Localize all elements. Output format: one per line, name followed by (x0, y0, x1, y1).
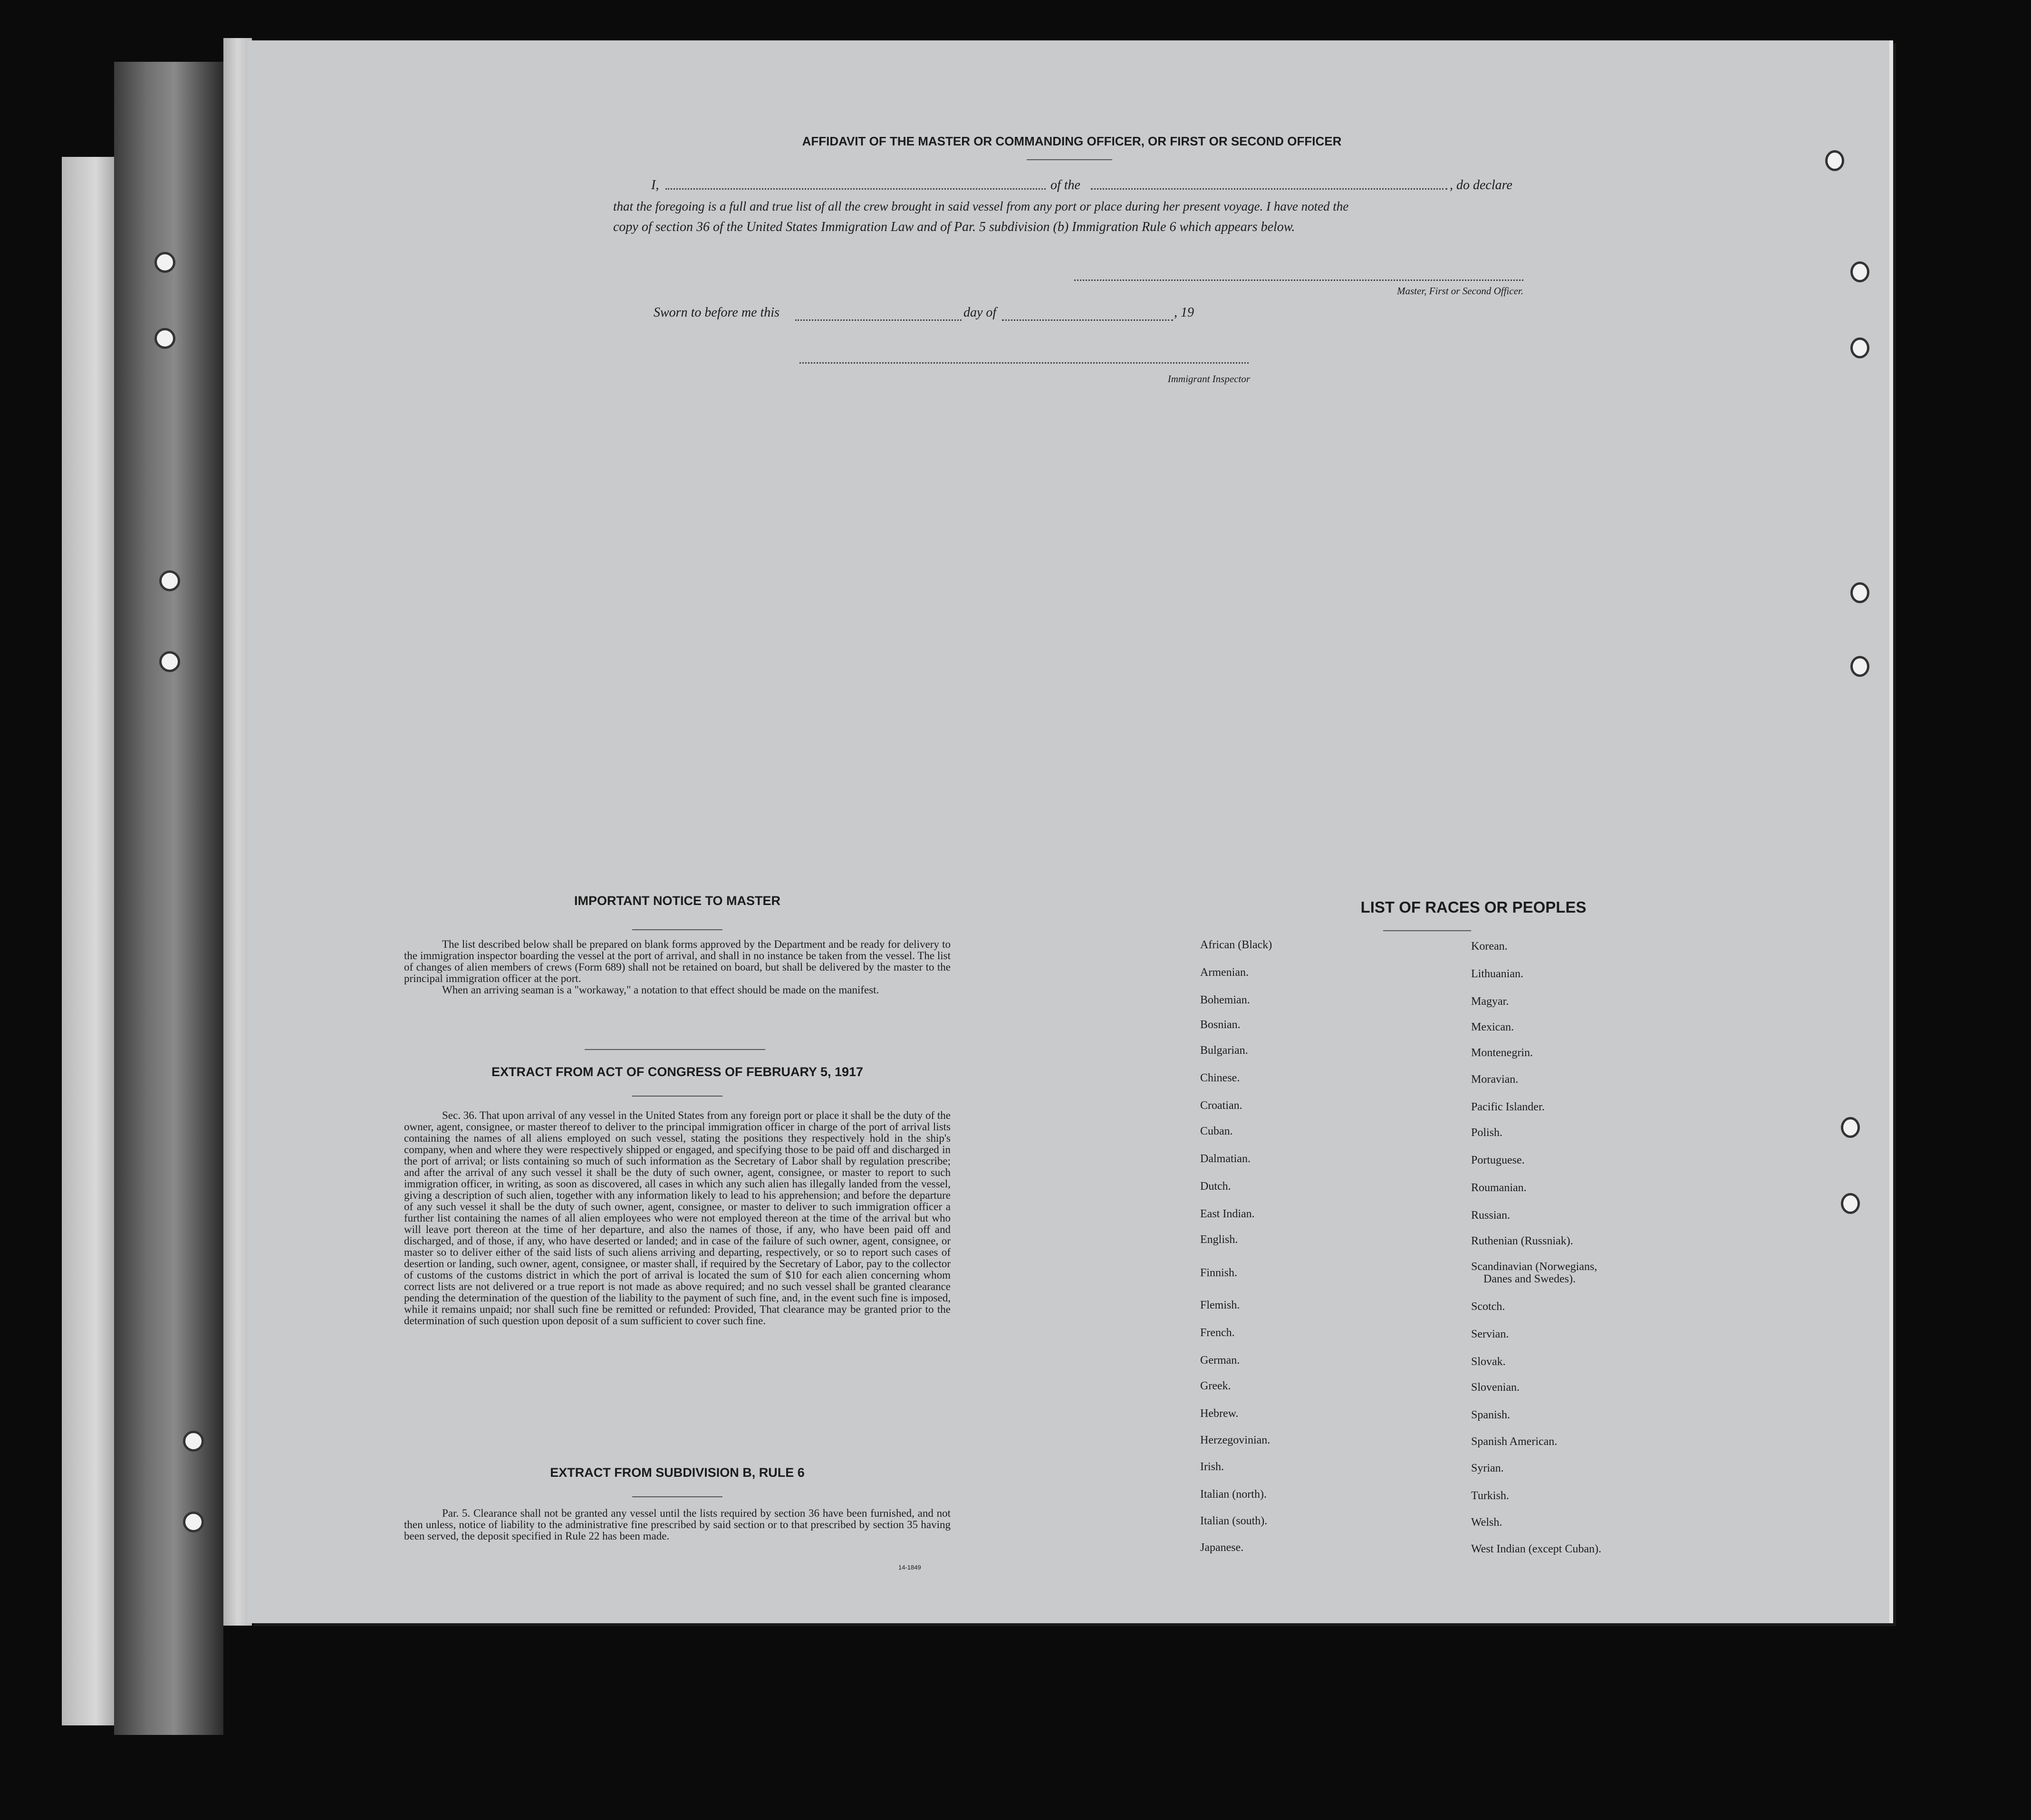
notice-title: IMPORTANT NOTICE TO MASTER (574, 894, 780, 908)
race-item: Magyar. (1471, 995, 1509, 1008)
race-item: Turkish. (1471, 1490, 1509, 1502)
races-divider (1383, 930, 1471, 931)
name-blank[interactable] (665, 188, 1046, 190)
inspector-signature-line[interactable] (799, 362, 1249, 364)
race-item: Herzegovinian. (1200, 1434, 1271, 1446)
race-item: Flemish. (1200, 1299, 1240, 1311)
act-extract-text: Sec. 36. That upon arrival of any vessel in the United States from any foreign port or place it shall be the duty of the owner, agent, consignee, or master thereof to deliver to the principal immigration officer in charge of the port of arrival lists containing the names of all aliens employed on such vessel, stating the positions they respectively hold in the ship's company, when and where they were respectively shipped or engaged, and specifying those to be paid off and discharged in the port of arrival; or lists containing so much of such information as the Secretary of Labor shall by regulation prescribe; and after the arrival of any such vessel it shall be the duty of such owner, agent, consignee, or master to report to such immigration officer, in writing, as soon as discovered, all cases in which any such alien has illegally landed from the vessel, giving a description of such alien, together with any information likely to lead to his apprehension; and before the departure of any such vessel it shall be the duty of such owner, agent, consignee, or master to deliver to such immigration officer a further list containing the names of all alien employees who were not employed thereon at the time of the arrival but who will leave port thereon at the time of her departure, and also the names of those, if any, who have been paid off and discharged, and of those, if any, who have deserted or landed; and in case of the failure of such owner, agent, consignee, or master so to deliver either of the said lists of such aliens arriving and departing, respectively, or so to report such cases of desertion or landing, such owner, agent, consignee, or master shall, if required by the Secretary of Labor, pay to the collector of customs of the customs district in which the port of arrival is located the sum of $10 for each alien concerning whom correct lists are not delivered or a true report is not made as above required; and no such vessel shall be granted clearance pending the determination of the question of the liability to the payment of such fine, and, in the event such fine is imposed, while it remains unpaid; nor shall such fine be remitted or refunded: Provided, That clearance may be granted prior to the determination of such question upon deposit of a sum sufficient to cover such fine. (404, 1109, 951, 1327)
margin-hole (1841, 1193, 1860, 1214)
affidavit-body (613, 175, 1530, 238)
book-binding (114, 62, 223, 1735)
race-item: Mexican. (1471, 1021, 1514, 1033)
affidavit-line-1 (613, 175, 1530, 196)
inspector-caption: Immigrant Inspector (1167, 373, 1250, 385)
act-extract-body (404, 1110, 951, 1327)
race-item: Italian (south). (1200, 1515, 1268, 1527)
rule-extract-title: EXTRACT FROM SUBDIVISION B, RULE 6 (550, 1465, 805, 1480)
race-item: French. (1200, 1327, 1235, 1339)
binding-hole (159, 651, 180, 672)
race-item: Slovak. (1471, 1356, 1506, 1368)
races-title: LIST OF RACES OR PEOPLES (1360, 898, 1587, 916)
notice-body (404, 939, 951, 996)
margin-hole (1825, 150, 1844, 171)
race-item: English. (1200, 1233, 1238, 1246)
race-item: Hebrew. (1200, 1407, 1239, 1420)
rule-divider (632, 1496, 722, 1497)
affidavit-line-3: copy of section 36 of the United States Immigration Law and of Par. 5 subdivision (b) Immigration Rule 6 which appears below. (613, 220, 1295, 234)
sworn-year-label: , 19 (1174, 305, 1194, 320)
margin-hole (1850, 656, 1869, 677)
margin-hole (1850, 337, 1869, 358)
race-item: Pacific Islander. (1471, 1101, 1545, 1113)
race-item: Danes and Swedes). (1483, 1273, 1576, 1285)
binding-hole (183, 1512, 204, 1532)
notice-paragraph-2: When an arriving seaman is a "workaway," a notation to that effect should be made on the manifest. (442, 984, 879, 996)
rule-extract-text: Par. 5. Clearance shall not be granted any vessel until the lists required by section 36 have been furnished, and not then unless, notice of liability to the administrative fine prescribed by said section or to that prescribed by section 35 having been served, the deposit specified in Rule 22 has been made. (404, 1507, 951, 1542)
race-item: Croatian. (1200, 1099, 1242, 1112)
act-extract-title: EXTRACT FROM ACT OF CONGRESS OF FEBRUARY 5, 1917 (491, 1065, 864, 1079)
vessel-name-blank[interactable] (1091, 188, 1447, 190)
binding-hole (183, 1431, 204, 1452)
race-item: Cuban. (1200, 1125, 1233, 1137)
race-item: Syrian. (1471, 1462, 1504, 1474)
race-item: Greek. (1200, 1380, 1231, 1392)
binding-hole (159, 570, 180, 591)
race-item: Bosnian. (1200, 1019, 1241, 1031)
race-item: Slovenian. (1471, 1381, 1520, 1394)
race-item: Irish. (1200, 1461, 1224, 1473)
race-item: Moravian. (1471, 1073, 1519, 1086)
margin-hole (1841, 1117, 1860, 1138)
race-item: Portuguese. (1471, 1154, 1525, 1166)
race-item: Roumanian. (1471, 1182, 1527, 1194)
affidavit-line-2: that the foregoing is a full and true list of all the crew brought in said vessel from any port or place during her present voyage. I have noted the (613, 199, 1349, 213)
margin-hole (1850, 261, 1869, 282)
title-divider (1027, 159, 1112, 160)
race-item: Servian. (1471, 1328, 1509, 1340)
affidavit-of-the-label: of the (1050, 178, 1080, 193)
sworn-prefix: Sworn to before me this (654, 305, 780, 320)
officer-signature-caption: Master, First or Second Officer. (1397, 285, 1523, 297)
race-item: German. (1200, 1354, 1240, 1367)
act-divider (632, 1096, 722, 1097)
race-item: Dalmatian. (1200, 1153, 1251, 1165)
race-item: Ruthenian (Russniak). (1471, 1235, 1573, 1247)
binding-hole (154, 328, 175, 349)
race-item: Japanese. (1200, 1541, 1244, 1554)
race-item: Spanish American. (1471, 1435, 1558, 1448)
section-divider (585, 1049, 765, 1050)
race-item: Bulgarian. (1200, 1044, 1248, 1057)
race-item: Armenian. (1200, 966, 1249, 979)
race-item: West Indian (except Cuban). (1471, 1543, 1601, 1555)
race-item: Russian. (1471, 1209, 1511, 1222)
ledger-stub-pages (62, 157, 119, 1725)
race-item: Polish. (1471, 1127, 1503, 1139)
race-item: Italian (north). (1200, 1488, 1267, 1501)
race-item: Scandinavian (Norwegians, (1471, 1261, 1598, 1273)
race-item: Montenegrin. (1471, 1047, 1533, 1059)
race-item: African (Black) (1200, 939, 1272, 951)
race-item: Chinese. (1200, 1072, 1240, 1084)
notice-paragraph-1: The list described below shall be prepared on blank forms approved by the Department and be ready for delivery to the immigration inspector boarding the vessel at the port of arrival, and shall in no instance be taken from the vessel. The list of changes of alien members of crews (Form 689) shall not be retained on board, but shall be delivered by the master to the principal immigration officer at the port. (404, 938, 951, 984)
affidavit-i-label: I, (651, 178, 659, 193)
race-item: Korean. (1471, 940, 1508, 953)
notice-divider (632, 929, 722, 930)
binding-hole (154, 252, 175, 273)
rule-extract-body (404, 1508, 951, 1542)
sworn-day-blank[interactable] (795, 319, 962, 321)
race-item: Scotch. (1471, 1300, 1505, 1313)
race-item: Finnish. (1200, 1267, 1238, 1279)
race-item: East Indian. (1200, 1208, 1255, 1220)
margin-hole (1850, 582, 1869, 603)
sworn-day-of-label: day of (963, 305, 997, 320)
race-item: Dutch. (1200, 1180, 1231, 1193)
affidavit-declare-label: , do declare (1450, 178, 1512, 193)
race-item: Spanish. (1471, 1409, 1511, 1421)
race-item: Welsh. (1471, 1516, 1502, 1529)
race-item: Bohemian. (1200, 994, 1250, 1006)
sworn-month-blank[interactable] (1002, 319, 1173, 321)
race-item: Lithuanian. (1471, 968, 1523, 980)
officer-signature-line[interactable] (1074, 279, 1523, 281)
affidavit-title: AFFIDAVIT OF THE MASTER OR COMMANDING OFFICER, OR FIRST OR SECOND OFFICER (802, 134, 1342, 148)
document-page (247, 40, 1889, 1623)
form-number: 14-1849 (898, 1564, 921, 1571)
